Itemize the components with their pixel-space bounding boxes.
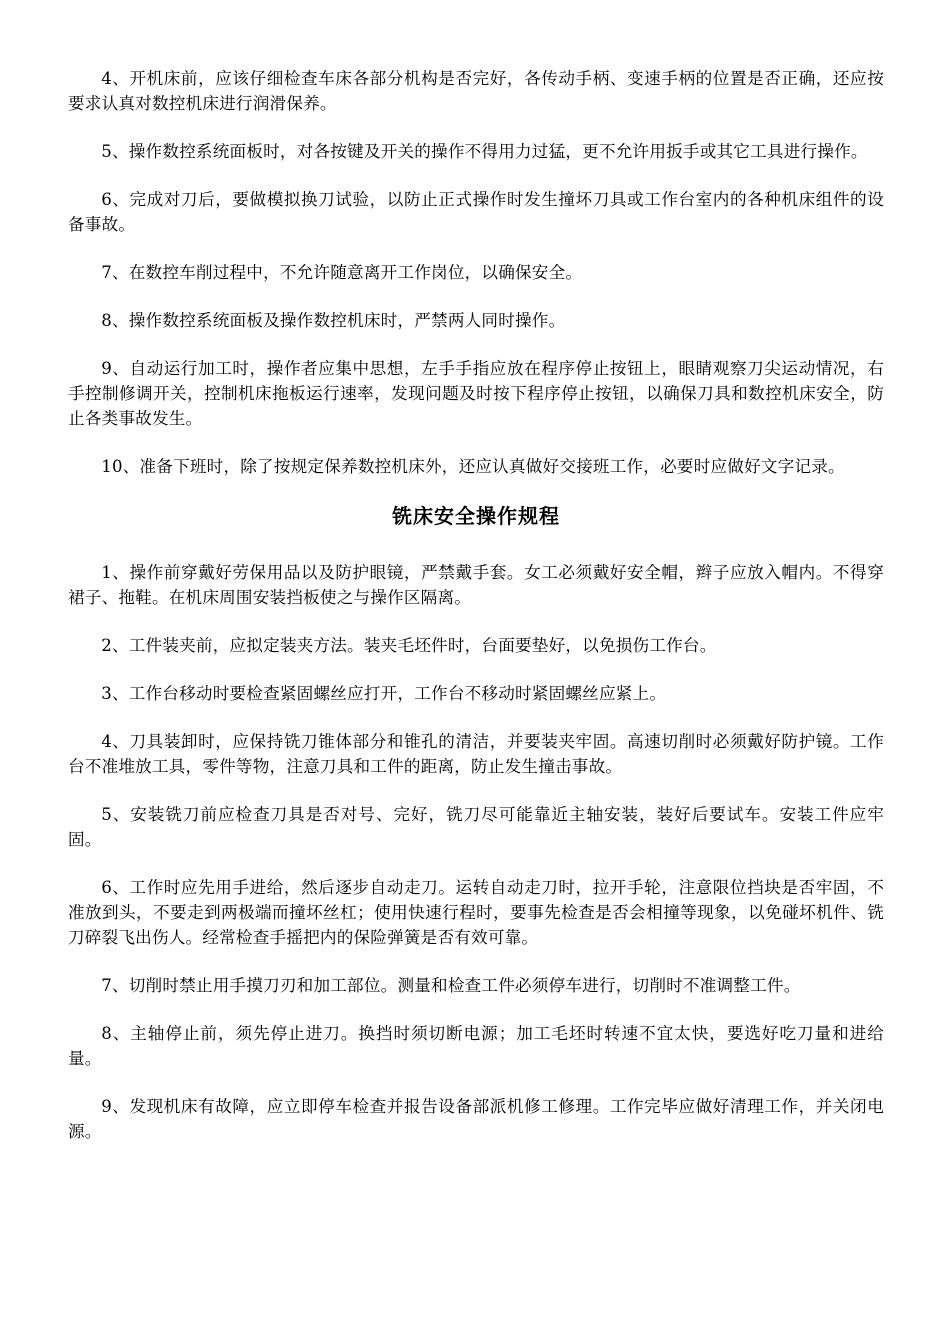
document-page [68,66,884,1167]
milling-rule-9: 9、发现机床有故障，应立即停车检查并报告设备部派机修工修理。工作完毕应做好清理工作，并关闭电源。 [68,1097,884,1141]
milling-rule-5: 5、安装铣刀前应检查刀具是否对号、完好，铣刀尽可能靠近主轴安装，装好后要试车。安装工件应牢固。 [68,805,884,849]
lathe-rule-8: 8、操作数控系统面板及操作数控机床时，严禁两人同时操作。 [101,311,566,330]
milling-rule-8: 8、主轴停止前，须先停止进刀。换挡时须切断电源；加工毛坯时转速不宜太快，要选好吃刀量和进给量。 [68,1024,884,1068]
lathe-rule-7: 7、在数控车削过程中，不允许随意离开工作岗位，以确保安全。 [101,263,583,282]
milling-rule-7: 7、切削时禁止用手摸刀刃和加工部位。测量和检查工件必须停车进行，切削时不准调整工件。 [101,976,801,995]
milling-section-title: 铣床安全操作规程 [392,504,560,528]
milling-rule-3: 3、工作台移动时要检查紧固螺丝应打开，工作台不移动时紧固螺丝应紧上。 [101,684,667,703]
milling-rule-1: 1、操作前穿戴好劳保用品以及防护眼镜，严禁戴手套。女工必须戴好安全帽，辫子应放入帽内。不得穿裙子、拖鞋。在机床周围安装挡板使之与操作区隔离。 [68,563,884,607]
lathe-rule-10: 10、准备下班时，除了按规定保养数控机床外，还应认真做好交接班工作，必要时应做好文字记录。 [101,457,845,476]
milling-rule-2: 2、工件装夹前，应拟定装夹方法。装夹毛坯件时，台面要垫好，以免损伤工作台。 [101,636,717,655]
lathe-rule-9: 9、自动运行加工时，操作者应集中思想，左手手指应放在程序停止按钮上，眼睛观察刀尖运动情况，右手控制修调开关，控制机床拖板运行速率，发现问题及时按下程序停止按钮，以确保刀具和数控机床安全，防止各类事故发生。 [68,359,884,428]
lathe-rule-4: 4、开机床前，应该仔细检查车床各部分机构是否完好，各传动手柄、变速手柄的位置是否正确，还应按要求认真对数控机床进行润滑保养。 [68,69,884,113]
lathe-rule-6: 6、完成对刀后，要做模拟换刀试验，以防止正式操作时发生撞坏刀具或工作台室内的各种机床组件的设备事故。 [68,190,884,234]
milling-rule-4: 4、刀具装卸时，应保持铣刀锥体部分和锥孔的清洁，并要装夹牢固。高速切削时必须戴好防护镜。工作台不准堆放工具，零件等物，注意刀具和工件的距离，防止发生撞击事故。 [68,732,884,776]
milling-rule-6: 6、工作时应先用手进给，然后逐步自动走刀。运转自动走刀时，拉开手轮，注意限位挡块是否牢固，不准放到头，不要走到两极端而撞坏丝杠；使用快速行程时，要事先检查是否会相撞等现象，以免碰坏机件、铣刀碎裂飞出伤人。经常检查手摇把内的保险弹簧是否有效可靠。 [68,878,884,947]
lathe-rule-5: 5、操作数控系统面板时，对各按键及开关的操作不得用力过猛，更不允许用扳手或其它工具进行操作。 [101,142,868,161]
